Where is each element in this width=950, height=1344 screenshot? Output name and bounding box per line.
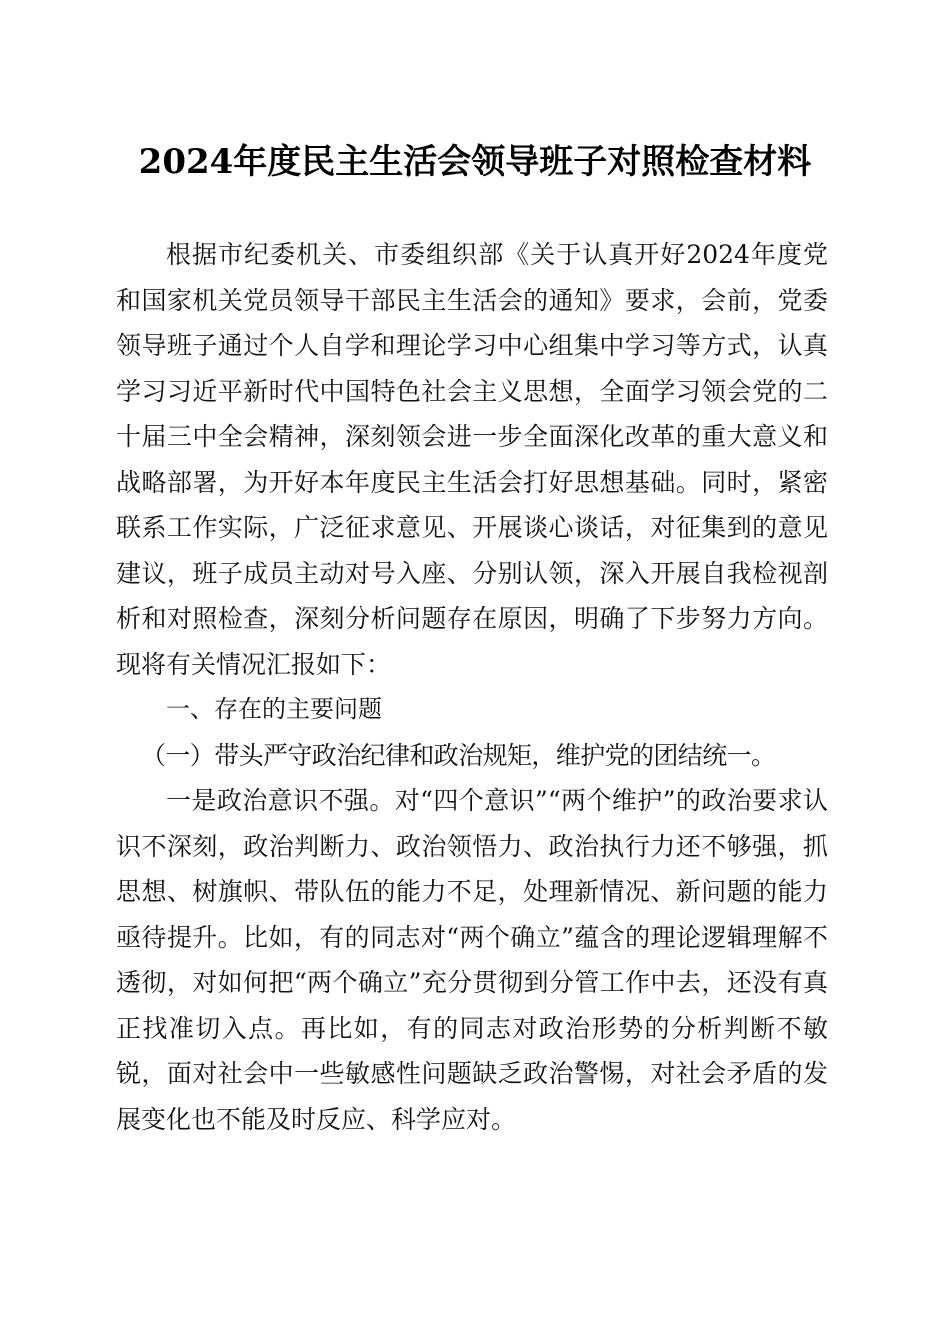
section-heading: 一、存在的主要问题 bbox=[166, 695, 382, 723]
document-title: 2024年度民主生活会领导班子对照检查材料 bbox=[138, 142, 812, 182]
point-paragraph: 一是政治意识不强。对“四个意识”“两个维护”的政治要求认识不深刻，政治判断力、政治领悟力、政治执行力还不够强，抓思想、树旗帜、带队伍的能力不足，处理新情况、新问题的能力亟待提升。比如，有的同志对“两个确立”蕴含的理论逻辑理解不透彻，对如何把“两个确立”充分贯彻到分管工作中去，还没有真正找准切入点。再比如，有的同志对政治形势的分析判断不敏锐，面对社会中一些敏感性问题缺乏政治警惕，对社会矛盾的发展变化也不能及时反应、科学应对。 bbox=[116, 786, 828, 1134]
document-body bbox=[116, 232, 828, 1142]
intro-paragraph: 根据市纪委机关、市委组织部《关于认真开好2024年度党和国家机关党员领导干部民主生活会的通知》要求，会前，党委领导班子通过个人自学和理论学习中心组集中学习等方式，认真学习习近平新时代中国特色社会主义思想，全面学习领会党的二十届三中全会精神，深刻领会进一步全面深化改革的重大意义和战略部署，为开好本年度民主生活会打好思想基础。同时，紧密联系工作实际，广泛征求意见、开展谈心谈话，对征集到的意见建议，班子成员主动对号入座、分别认领，深入开展自我检视剖析和对照检查，深刻分析问题存在原因，明确了下步努力方向。现将有关情况汇报如下： bbox=[116, 240, 828, 679]
subsection-heading: （一）带头严守政治纪律和政治规矩，维护党的团结统一。 bbox=[141, 740, 776, 770]
